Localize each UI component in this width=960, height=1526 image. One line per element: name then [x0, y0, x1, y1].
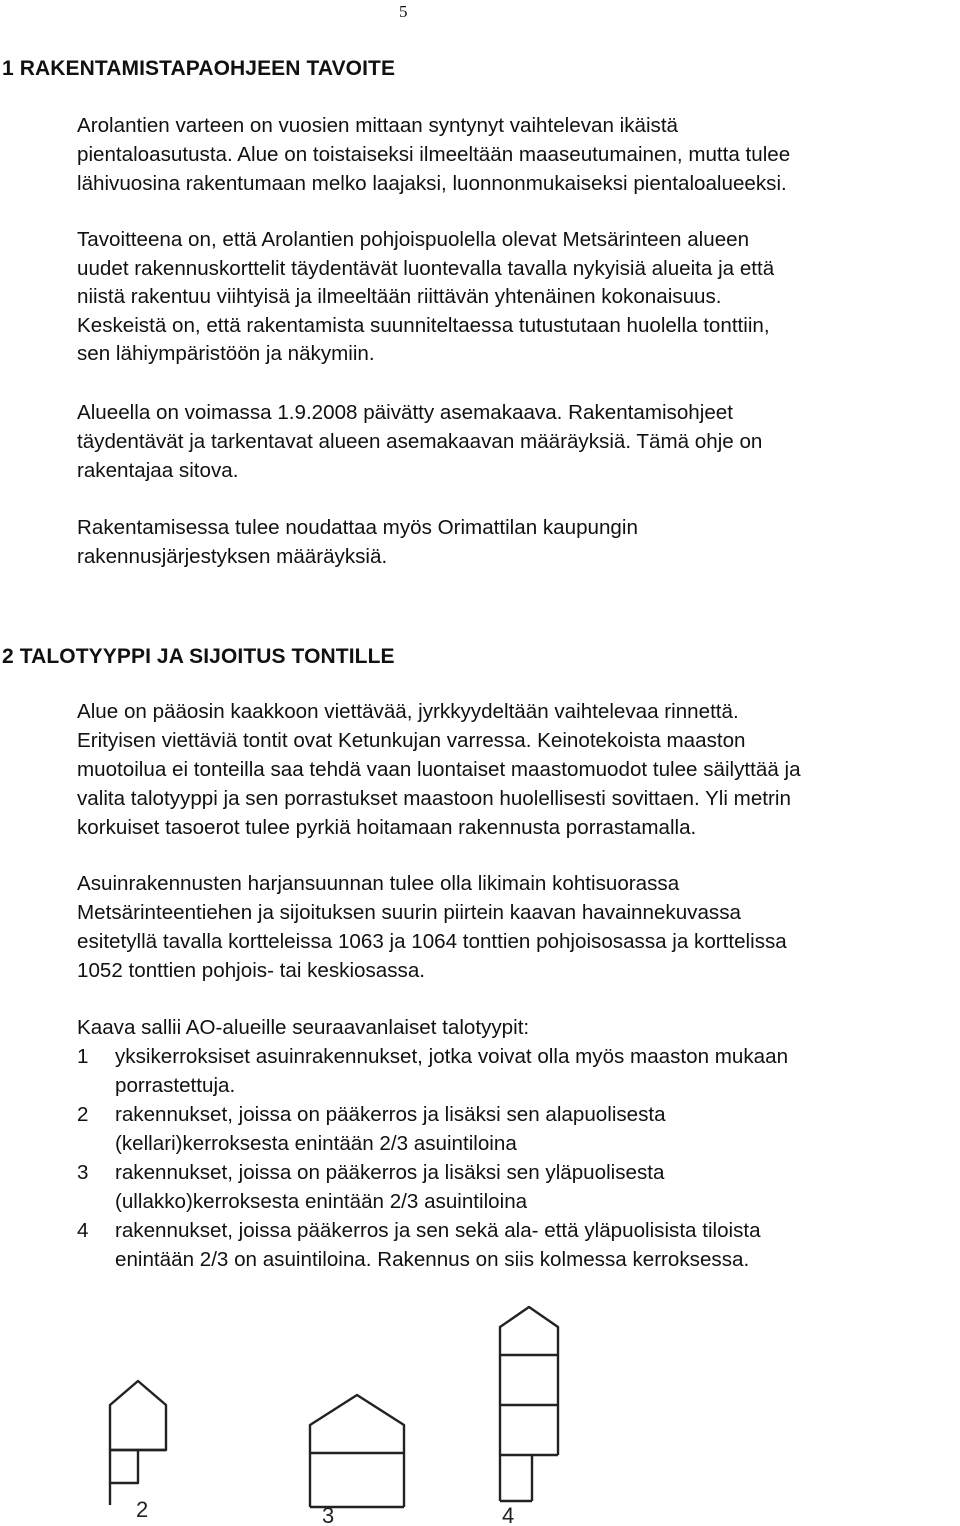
list-item-number: 3: [77, 1161, 89, 1184]
house-type-2-sketch: [110, 1381, 166, 1505]
list-item: [77, 1216, 957, 1274]
house-type-4-sketch: [500, 1307, 558, 1501]
section-1-paragraph-3: Alueella on voimassa 1.9.2008 päivätty asemakaava. Rakentamisohjeet täydentävät ja tarkentavat alueen asemakaavan määräyksiä. Tämä ohje on rakentajaa sitova.: [77, 401, 763, 482]
house-type-list-intro: Kaava sallii AO-alueille seuraavanlaiset talotyypit:: [77, 1016, 530, 1039]
list-item: [77, 1100, 957, 1158]
section-1-paragraph-2: Tavoitteena on, että Arolantien pohjoispuolella olevat Metsärinteen alueen uudet rakennuskorttelit täydentävät luontevalla tavalla nykyisiä alueita ja että niistä rakentuu viihtyisä ja ilmeeltään riittävän yhtenäinen kokonaisuus. Keskeistä on, että rakentamista suunniteltaessa tutustutaan huolella tonttiin, sen lähiympäristöön ja näkymiin.: [77, 228, 775, 366]
figure-label-3: 3: [322, 1503, 335, 1526]
house-type-list: [77, 1042, 957, 1274]
section-1-heading: 1 RAKENTAMISTAPAOHJEEN TAVOITE: [2, 57, 396, 80]
section-2-heading: 2 TALOTYYPPI JA SIJOITUS TONTILLE: [2, 645, 395, 668]
section-2-paragraph-2: Asuinrakennusten harjansuunnan tulee olla likimain kohtisuorassa Metsärinteentiehen ja sijoituksen suurin piirtein kaavan havainnekuvassa esitetyllä tavalla kortteleissa 1063 ja 1064 tonttien pohjoisosassa ja korttelissa 1052 tonttien pohjois- tai keskiosassa.: [77, 872, 787, 982]
section-2-paragraph-1: Alue on pääosin kaakkoon viettävää, jyrkkyydeltään vaihtelevaa rinnettä. Erityisen viettäviä tontit ovat Ketunkujan varressa. Keinotekoista maaston muotoilua ei tonteilla saa tehdä vaan luontaiset maastomuodot tulee säilyttää ja valita talotyyppi ja sen porrastukset maastoon huolellisesti sovittaen. Yli metrin korkuiset tasoerot tulee pyrkiä hoitamaan rakennusta porrastamalla.: [77, 700, 801, 839]
list-item-text: rakennukset, joissa pääkerros ja sen sekä ala- että yläpuolisista tiloista enintään 2/3 on asuintiloina. Rakennus on siis kolmessa kerroksessa.: [115, 1219, 761, 1271]
list-item-number: 1: [77, 1045, 89, 1068]
list-item-number: 4: [77, 1219, 89, 1242]
list-item: [77, 1042, 957, 1100]
page-number: 5: [399, 2, 408, 21]
list-item: [77, 1158, 957, 1216]
list-item-text: rakennukset, joissa on pääkerros ja lisäksi sen alapuolisesta (kellari)kerroksesta enintään 2/3 asuintiloina: [115, 1103, 666, 1155]
list-item-text: rakennukset, joissa on pääkerros ja lisäksi sen yläpuolisesta (ullakko)kerroksesta enintään 2/3 asuintiloina: [115, 1161, 665, 1213]
house-type-3-sketch: [310, 1395, 404, 1507]
list-item-text: yksikerroksiset asuinrakennukset, jotka voivat olla myös maaston mukaan porrastettuja.: [115, 1045, 789, 1097]
house-type-sketches: [80, 1305, 560, 1526]
section-1-paragraph-1: Arolantien varteen on vuosien mittaan syntynyt vaihtelevan ikäistä pientaloasutusta. Alue on toistaiseksi ilmeeltään maaseutumainen, mutta tulee lähivuosina rakentumaan melko laajaksi, luonnonmukaiseksi pientaloalueeksi.: [77, 114, 791, 195]
list-item-number: 2: [77, 1103, 89, 1126]
figure-label-2: 2: [136, 1497, 149, 1522]
section-1-paragraph-4: Rakentamisessa tulee noudattaa myös Orimattilan kaupungin rakennusjärjestyksen määräyksiä.: [77, 516, 638, 568]
house-type-figure: [80, 1305, 560, 1526]
figure-label-4: 4: [502, 1503, 515, 1526]
